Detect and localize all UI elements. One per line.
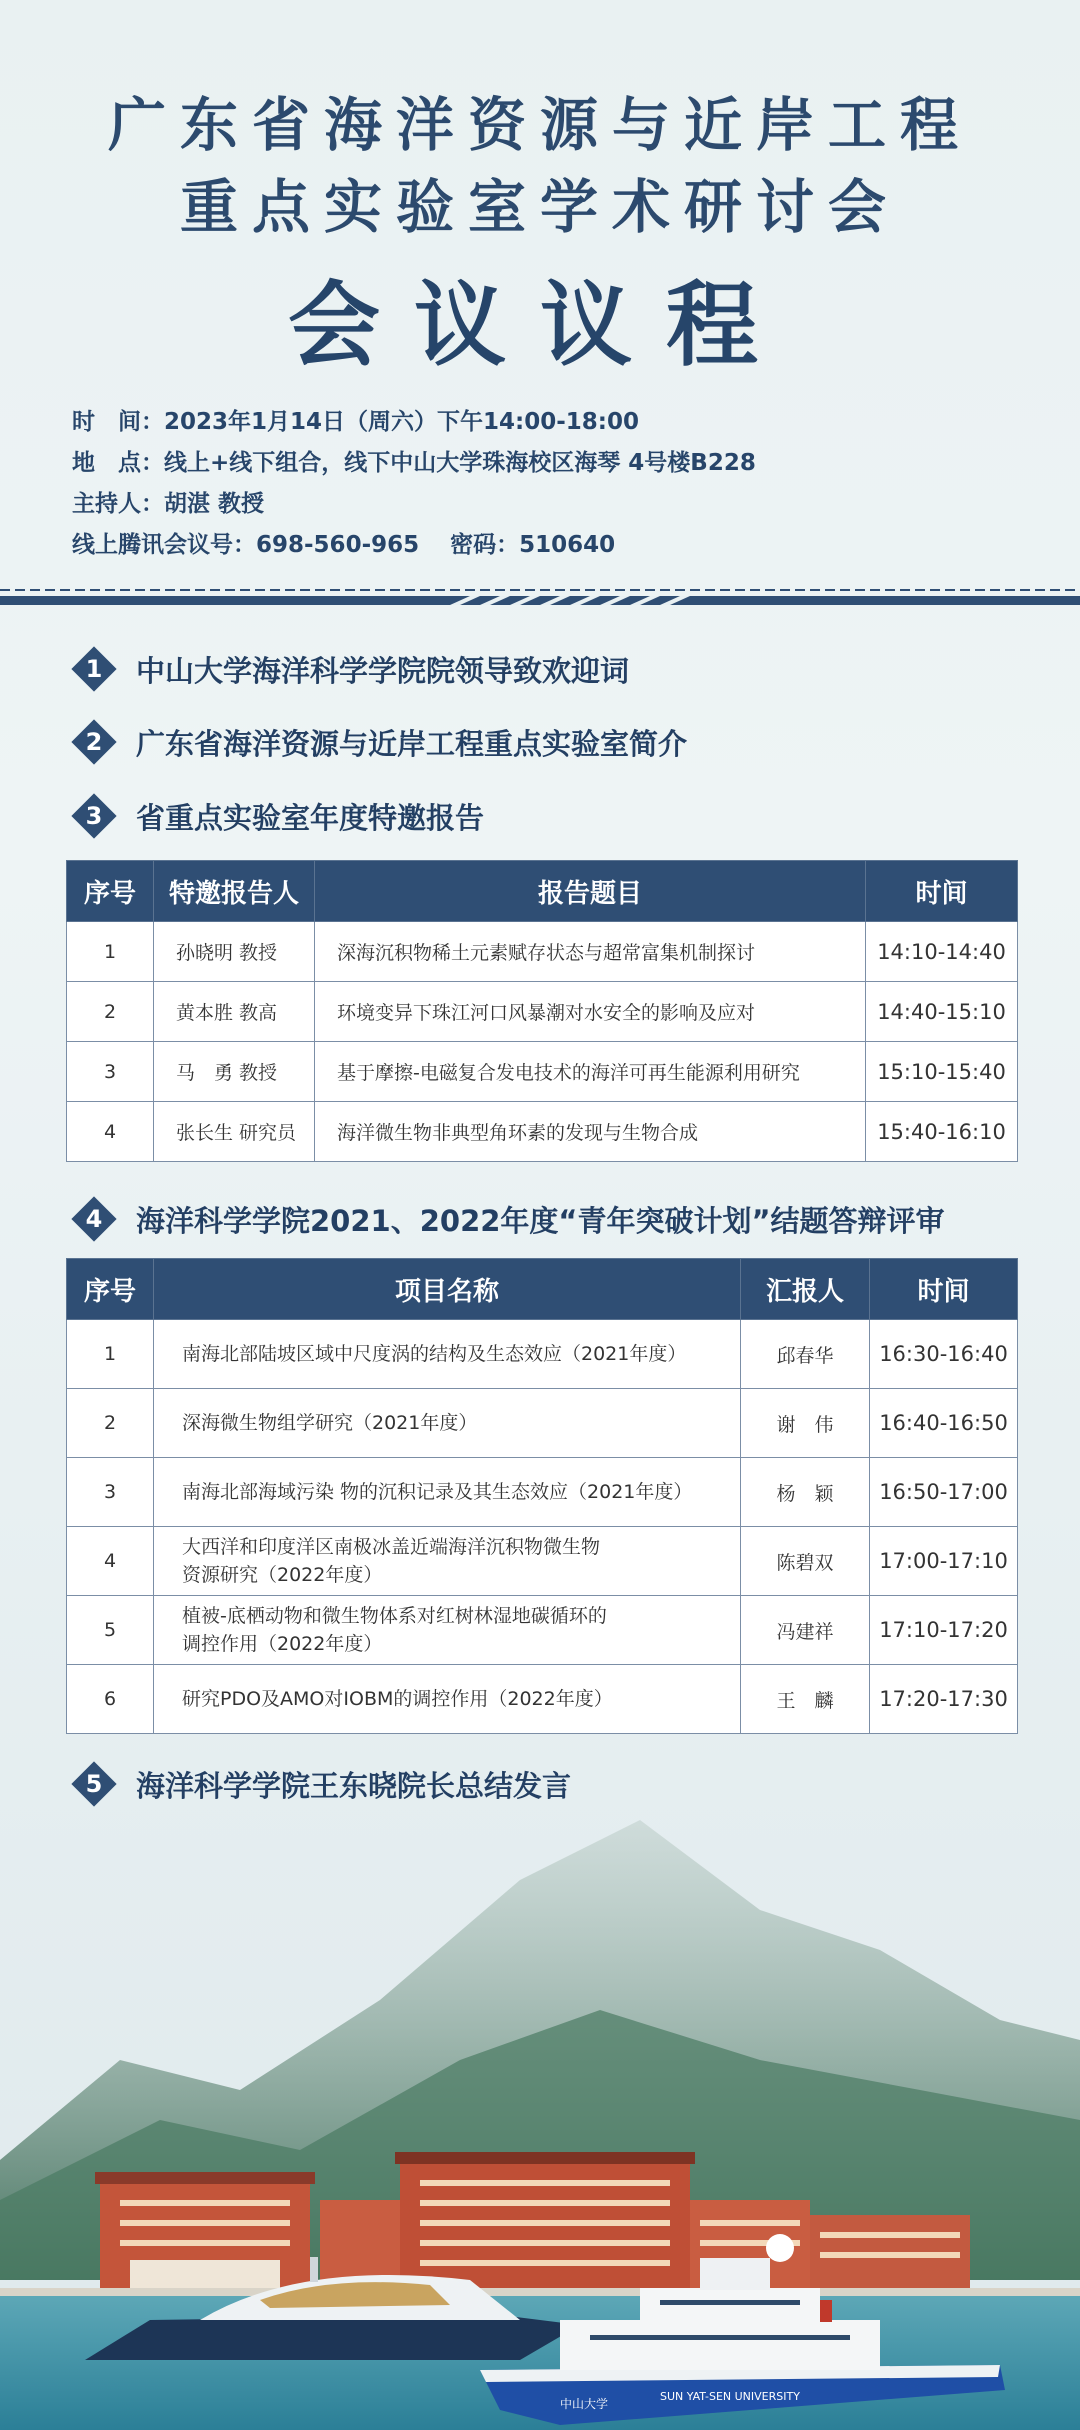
table-row [67, 982, 1018, 1042]
project-defense-table [66, 1258, 1018, 1734]
cell-time: 16:50-17:00 [870, 1458, 1018, 1527]
table-row [67, 1102, 1018, 1162]
cell-speaker: 马 勇 教授 [154, 1042, 315, 1102]
ship-hull-text: SUN YAT-SEN UNIVERSITY [660, 2390, 800, 2403]
cell-project: 南海北部陆坡区域中尺度涡的结构及生态效应（2021年度） [154, 1320, 741, 1389]
cell-no: 4 [67, 1102, 154, 1162]
cell-speaker: 黄本胜 教高 [154, 982, 315, 1042]
ship-hull-name: 中山大学 [560, 2397, 609, 2411]
invited-report-table [66, 860, 1018, 1162]
table-header [67, 1259, 1018, 1320]
cell-speaker: 孙晓明 教授 [154, 922, 315, 982]
column-header: 时间 [866, 861, 1018, 922]
title-agenda: 会议议程 [287, 271, 792, 379]
cell-project: 植被-底栖动物和微生物体系对红树林湿地碳循环的 调控作用（2022年度） [154, 1596, 741, 1665]
info-time: 时 间：2023年1月14日（周六）下午14:00-18:00 [72, 409, 639, 435]
cell-no: 1 [67, 1320, 154, 1389]
agenda-item-2 [72, 718, 687, 766]
table-row [67, 1389, 1018, 1458]
cell-topic: 环境变异下珠江河口风暴潮对水安全的影响及应对 [315, 982, 866, 1042]
campus-harbor-illustration [0, 1760, 1080, 2430]
cell-project: 南海北部海域污染 物的沉积记录及其生态效应（2021年度） [154, 1458, 741, 1527]
cell-no: 3 [67, 1042, 154, 1102]
table-row [67, 1042, 1018, 1102]
column-header: 序号 [67, 1259, 154, 1320]
info-host: 主持人：胡湛 教授 [72, 491, 265, 517]
number-badge: 2 [72, 720, 116, 764]
agenda-item-1 [72, 645, 629, 693]
table-row [67, 1527, 1018, 1596]
agenda-item-label: 广东省海洋资源与近岸工程重点实验室简介 [136, 726, 688, 761]
cell-no: 4 [67, 1527, 154, 1596]
section-divider [0, 586, 1080, 608]
table-row [67, 1596, 1018, 1665]
agenda-item-4 [72, 1195, 945, 1243]
cell-project: 大西洋和印度洋区南极冰盖近端海洋沉积物微生物 资源研究（2022年度） [154, 1527, 741, 1596]
cell-no: 3 [67, 1458, 154, 1527]
table-row [67, 1665, 1018, 1734]
cell-reporter: 邱春华 [741, 1320, 870, 1389]
agenda-item-label: 省重点实验室年度特邀报告 [136, 800, 485, 835]
cell-reporter: 谢 伟 [741, 1389, 870, 1458]
cell-no: 1 [67, 922, 154, 982]
number-badge: 1 [72, 647, 116, 691]
number-badge: 3 [72, 794, 116, 838]
cell-time: 14:40-15:10 [866, 982, 1018, 1042]
number-badge: 5 [72, 1762, 116, 1806]
column-header: 时间 [870, 1259, 1018, 1320]
cell-speaker: 张长生 研究员 [154, 1102, 315, 1162]
table-header [67, 861, 1018, 922]
cell-time: 17:10-17:20 [870, 1596, 1018, 1665]
cell-no: 2 [67, 1389, 154, 1458]
agenda-item-label: 海洋科学学院2021、2022年度“青年突破计划”结题答辩评审 [136, 1203, 945, 1238]
cell-time: 17:20-17:30 [870, 1665, 1018, 1734]
cell-no: 6 [67, 1665, 154, 1734]
cell-topic: 海洋微生物非典型角环素的发现与生物合成 [315, 1102, 866, 1162]
column-header: 汇报人 [741, 1259, 870, 1320]
cell-reporter: 冯建祥 [741, 1596, 870, 1665]
cell-reporter: 杨 颖 [741, 1458, 870, 1527]
column-header: 特邀报告人 [154, 861, 315, 922]
cell-time: 14:10-14:40 [866, 922, 1018, 982]
agenda-item-label: 海洋科学学院王东晓院长总结发言 [136, 1768, 572, 1803]
cell-no: 5 [67, 1596, 154, 1665]
column-header: 序号 [67, 861, 154, 922]
cell-time: 15:10-15:40 [866, 1042, 1018, 1102]
agenda-item-3 [72, 792, 484, 840]
cell-project: 深海微生物组学研究（2021年度） [154, 1389, 741, 1458]
cell-no: 2 [67, 982, 154, 1042]
title-line-1: 广东省海洋资源与近岸工程 [107, 91, 972, 159]
cell-time: 17:00-17:10 [870, 1527, 1018, 1596]
info-meeting: 线上腾讯会议号：698-560-965 密码：510640 [72, 532, 616, 558]
cell-project: 研究PDO及AMO对IOBM的调控作用（2022年度） [154, 1665, 741, 1734]
agenda-item-label: 中山大学海洋科学学院院领导致欢迎词 [136, 653, 630, 688]
cell-topic: 基于摩擦-电磁复合发电技术的海洋可再生能源利用研究 [315, 1042, 866, 1102]
column-header: 项目名称 [154, 1259, 741, 1320]
table-row [67, 922, 1018, 982]
info-place: 地 点：线上+线下组合，线下中山大学珠海校区海琴 4号楼B228 [72, 450, 756, 476]
cell-reporter: 陈碧双 [741, 1527, 870, 1596]
cell-time: 15:40-16:10 [866, 1102, 1018, 1162]
cell-topic: 深海沉积物稀土元素赋存状态与超常富集机制探讨 [315, 922, 866, 982]
table-row [67, 1458, 1018, 1527]
column-header: 报告题目 [315, 861, 866, 922]
number-badge: 4 [72, 1197, 116, 1241]
cell-time: 16:40-16:50 [870, 1389, 1018, 1458]
title-line-2: 重点实验室学术研讨会 [179, 173, 900, 241]
table-row [67, 1320, 1018, 1389]
cell-time: 16:30-16:40 [870, 1320, 1018, 1389]
cell-reporter: 王 麟 [741, 1665, 870, 1734]
